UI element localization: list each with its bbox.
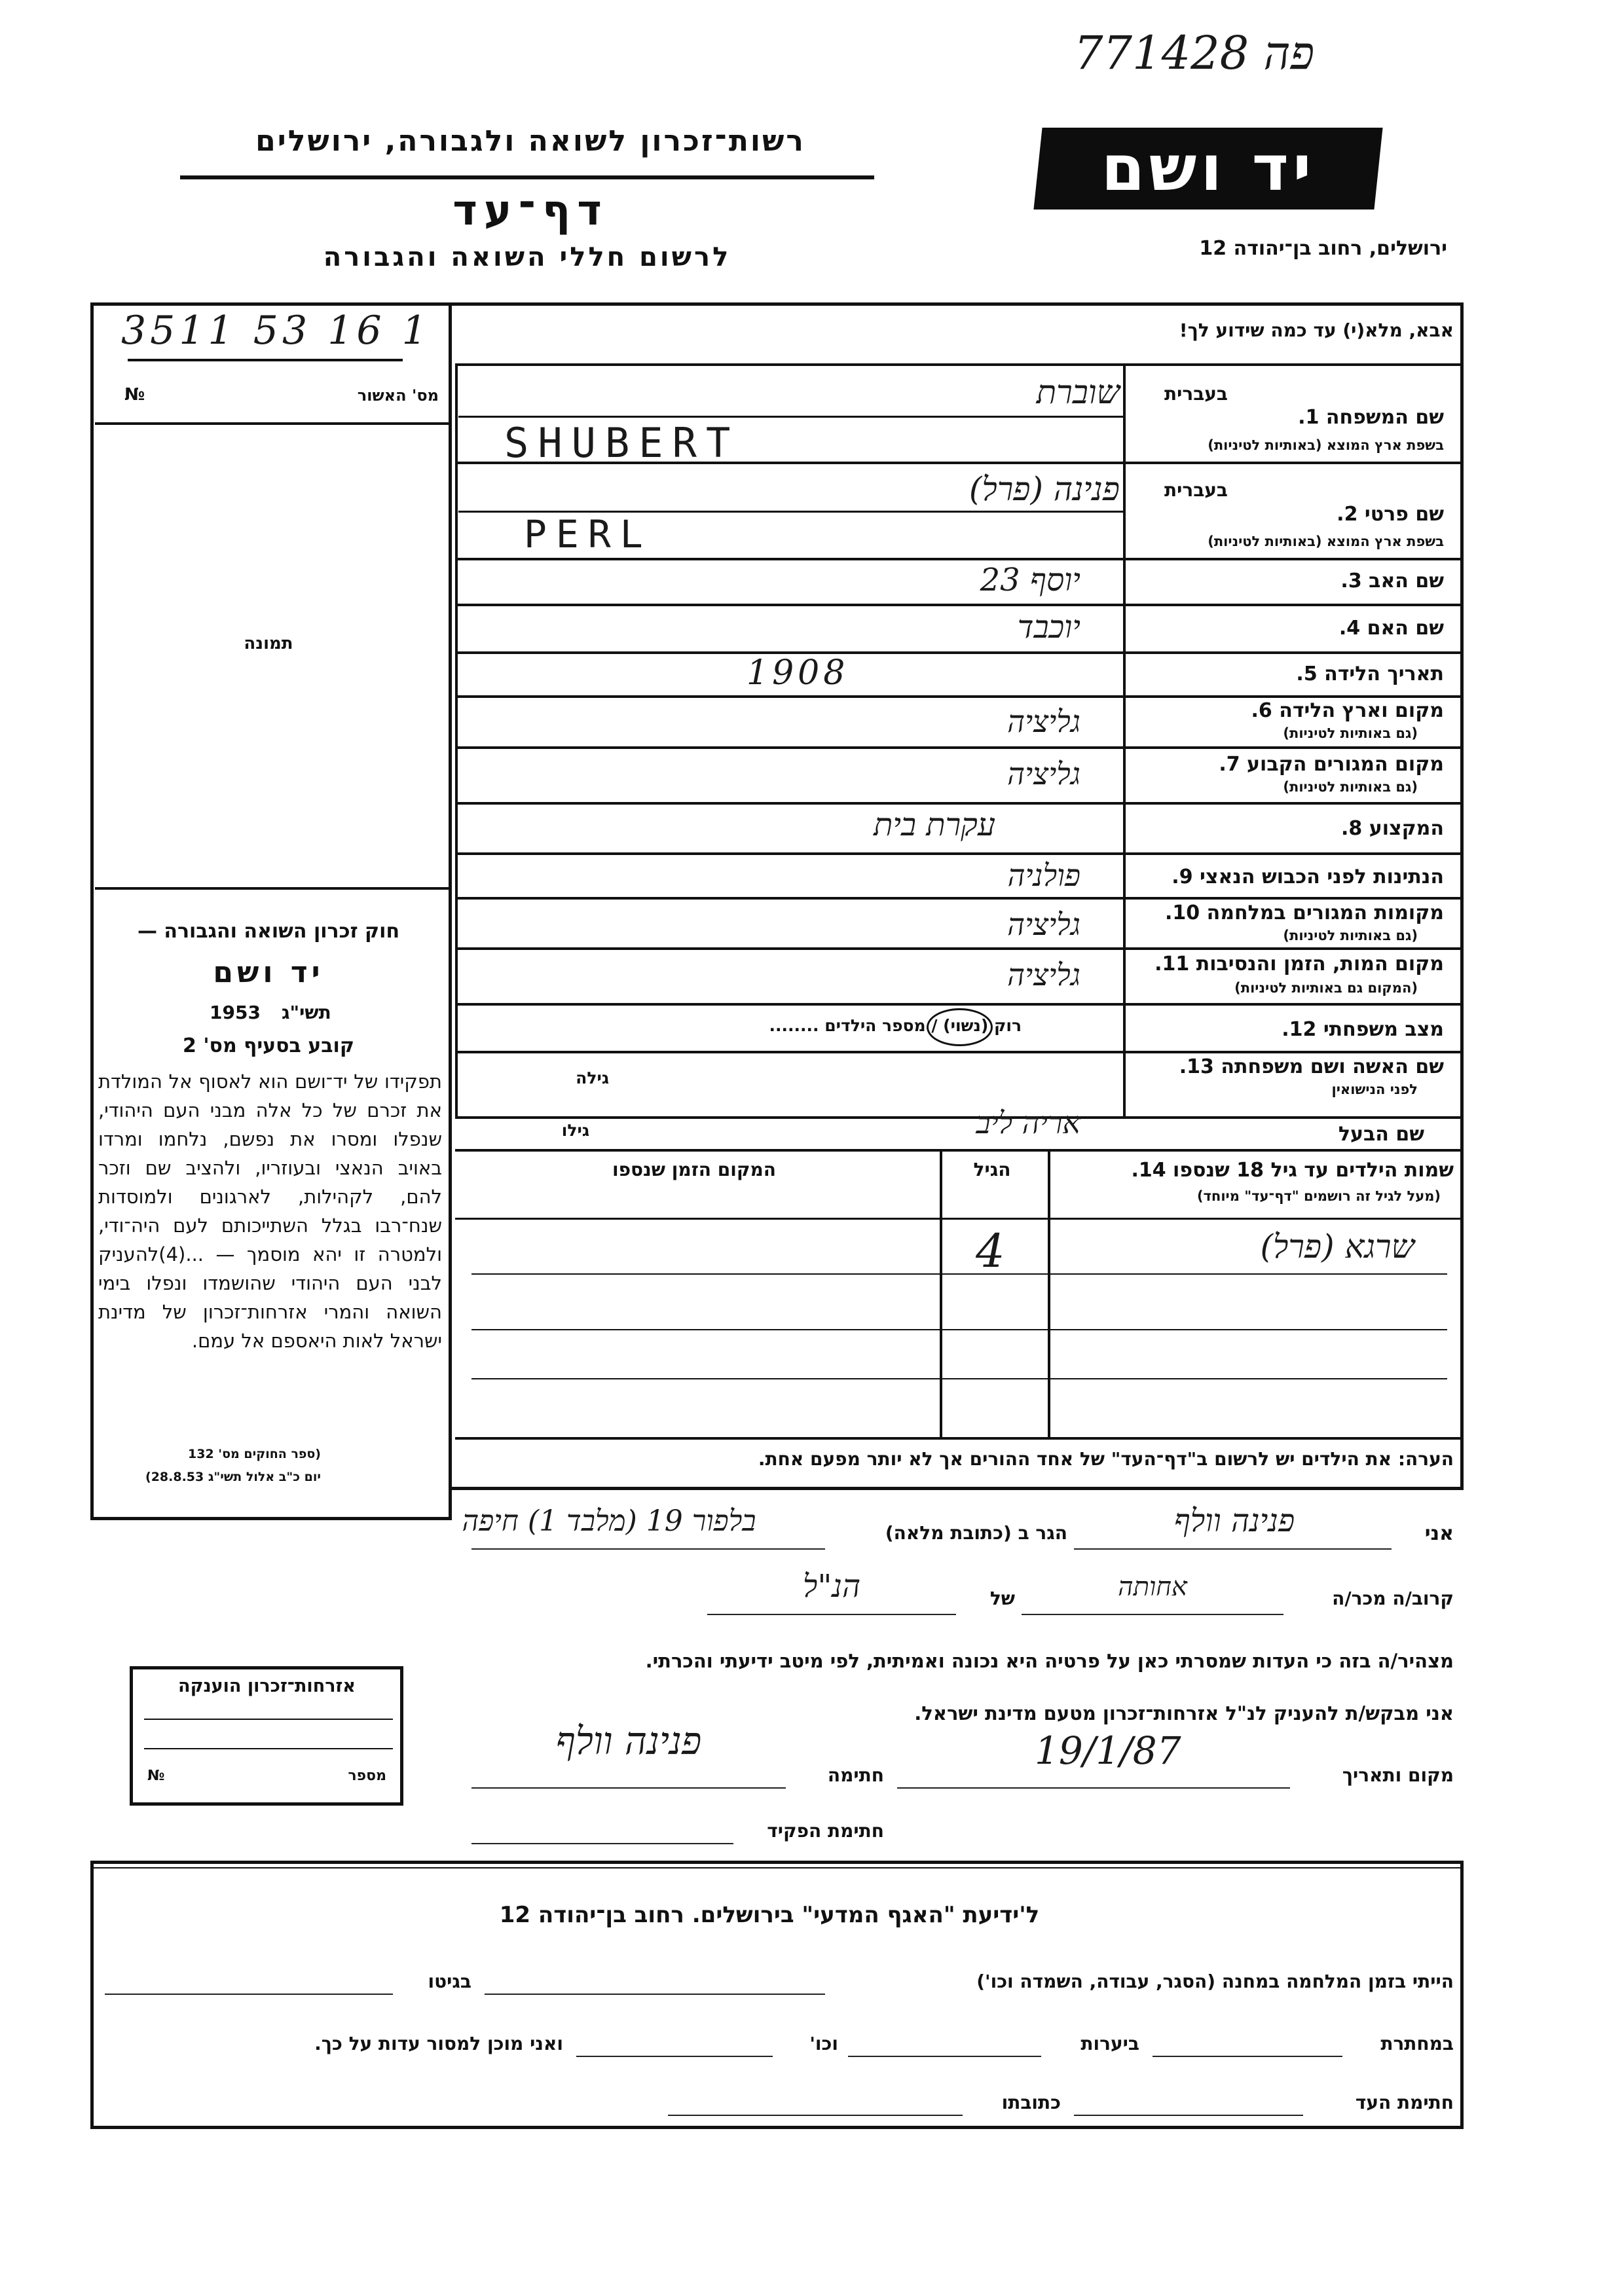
- row-sep: [455, 695, 1460, 698]
- children-row-line: [471, 1378, 1447, 1379]
- form-title: דף־עד: [452, 187, 608, 235]
- relation-value: אחותה: [1118, 1572, 1187, 1602]
- footer-box: [90, 1861, 1464, 2129]
- field-7-sub: (גם באותיות לטיניות): [1283, 779, 1418, 795]
- field-10-value: גליציה: [1007, 907, 1080, 942]
- field-1-latin-value: SHUBERT: [504, 419, 740, 467]
- statement-2: אני מבקש/ת להעניק לנ"ל אזרחות־זכרון מטעם מדינת ישראל.: [914, 1702, 1454, 1724]
- field-13-label: שם האשה ושם משפחתה 13.: [1179, 1055, 1444, 1078]
- logo-text: יד ושם: [1101, 132, 1316, 205]
- field-2-label: שם פרטי 2.: [1337, 503, 1444, 526]
- footer-line1-blank-a: [485, 1994, 825, 1995]
- children-col-place: המקום הזמן שנספו: [612, 1159, 777, 1180]
- place-date-line: [897, 1787, 1290, 1789]
- law-ref-2: יום כ"ב אלול תשי"ג 28.8.53): [145, 1470, 321, 1484]
- field-11-label: מקום המות, הזמן והנסיבות 11.: [1154, 953, 1444, 975]
- footer-line2-c: וכו': [809, 2033, 838, 2054]
- officer-line: [471, 1843, 733, 1844]
- row-sep: [455, 558, 1460, 560]
- field-1-sub: בשפת ארץ המוצא (באותיות לטיניות): [1208, 437, 1444, 453]
- header-underline: [180, 175, 874, 179]
- certificate-title: אזרחות־זכרון הוענקה: [178, 1676, 356, 1696]
- declarant-line: [1074, 1548, 1392, 1550]
- field-6-sub: (גם באותיות לטיניות): [1283, 725, 1418, 741]
- authority-name: רשות־זכרון לשואה ולגבורה, ירושלים: [255, 124, 805, 158]
- footer-title: ל'ידיעת "האגף המדעי" בירושלים. רחוב בן־יהודה 12: [499, 1902, 1040, 1928]
- relation-line: [1022, 1614, 1283, 1615]
- address-value: בלפור 19 (מלבד 1) חיפה: [462, 1504, 756, 1538]
- children-label: שמות הילדים עד גיל 18 שנספו 14.: [1131, 1159, 1454, 1182]
- field-5-value: 1908: [747, 653, 849, 693]
- child-1-name: שרגא (פרל): [1260, 1228, 1414, 1266]
- declarant-label: אני: [1424, 1522, 1454, 1545]
- field-1-label: שם המשפחה 1.: [1298, 406, 1444, 429]
- field-11-sub: (המקום גם באותיות לטיניות): [1234, 980, 1418, 996]
- children-bottom-line: [455, 1437, 1460, 1440]
- husband-line: [455, 1149, 1460, 1152]
- of-value: הנ"ל: [802, 1568, 861, 1605]
- field-6-value: גליציה: [1007, 704, 1080, 739]
- children-header-line: [455, 1218, 1460, 1220]
- children-note: הערה: את הילדים יש לרשום ב"דף־העד" של אחד ההורים אך לא יותר מפעם אחת.: [758, 1448, 1454, 1470]
- law-year: 1953: [210, 1002, 261, 1023]
- field-4-label: שם האם 4.: [1338, 617, 1444, 640]
- signature-line: [471, 1787, 786, 1789]
- row-sep: [455, 947, 1460, 950]
- children-divider-2: [940, 1149, 942, 1437]
- field-3-value: יוסף 23: [980, 562, 1080, 598]
- photo-label: תמונה: [244, 634, 293, 653]
- field-7-value: גליציה: [1007, 756, 1080, 792]
- photo-bottom-line: [95, 887, 449, 890]
- row-sep: [455, 746, 1460, 749]
- field-5-label: תאריך הלידה 5.: [1296, 663, 1444, 685]
- field-6-label: מקום וארץ הלידה 6.: [1251, 699, 1444, 722]
- footer-line3-b: כתובתו: [1001, 2092, 1061, 2113]
- officer-label: חתימת הפקיד: [767, 1820, 884, 1842]
- row-sep: [455, 897, 1460, 900]
- record-number-underline: [128, 359, 403, 361]
- field-11-value: גליציה: [1007, 957, 1080, 993]
- address-line: [471, 1548, 825, 1550]
- hebrew-label-2: בעברית: [1164, 479, 1228, 501]
- hebrew-label-1: בעברית: [1164, 383, 1228, 405]
- footer-line3-a: חתימת העד: [1355, 2092, 1454, 2113]
- field-2-hebrew-value: פנינה (פרל): [969, 470, 1120, 508]
- place-date-value: 19/1/87: [1035, 1728, 1181, 1773]
- approval-mark: №: [124, 385, 145, 405]
- field-9-label: הנתינות לפני הכבוש הנאצי 9.: [1172, 866, 1444, 888]
- field-10-label: מקומות המגורים במלחמה 10.: [1165, 902, 1444, 924]
- footer-line2-blank-b: [848, 2056, 1041, 2057]
- field-2-latin-value: PERL: [524, 512, 652, 556]
- law-title: חוק זכרון השואה והגבורה —: [137, 920, 400, 943]
- place-date-label: מקום ותאריך: [1342, 1764, 1454, 1786]
- row-sep: [455, 1051, 1460, 1053]
- field-9-value: פולניה: [1007, 858, 1080, 893]
- address: ירושלים, רחוב בן־יהודה 12: [1199, 237, 1447, 260]
- statement-1: מצהיר/ה בזה כי העדות שמסרתי כאן על פרטיה היא נכונה ואמיתית, לפי מיטב ידיעתי והכרתי.: [645, 1650, 1454, 1672]
- footer-line2-blank-c: [576, 2056, 773, 2057]
- footer-line2-a: במחתרת: [1380, 2033, 1454, 2054]
- row-sep: [455, 651, 1460, 654]
- yad-vashem-logo: [1033, 128, 1382, 210]
- approval-line: [95, 422, 449, 425]
- row-sep: [455, 1003, 1460, 1006]
- field-7-label: מקום המגורים הקבוע 7.: [1219, 753, 1444, 776]
- of-line: [707, 1614, 956, 1615]
- row-inner: [458, 416, 1123, 418]
- address-label: הגר ב (כתובת מלאה): [885, 1522, 1067, 1544]
- children-col-age: הגיל: [973, 1159, 1011, 1180]
- field-13-sub: לפני הנישואין: [1331, 1082, 1418, 1097]
- husband-age-label: גילו: [561, 1121, 589, 1140]
- child-1-age: 4: [976, 1224, 1005, 1278]
- field-12-label: מצב משפחתי 12.: [1282, 1018, 1444, 1041]
- footer-line1-b: בגיטו: [428, 1971, 471, 1992]
- declarant-value: פנינה וולף: [1173, 1503, 1295, 1539]
- law-ref-1: (ספר החוקים מס' 132: [188, 1447, 321, 1461]
- row-sep: [455, 802, 1460, 805]
- children-row-line: [471, 1329, 1447, 1330]
- row-sep: [455, 852, 1460, 855]
- husband-value: אריה ליב: [976, 1105, 1080, 1140]
- certificate-line-2: [144, 1748, 393, 1749]
- footer-line2-d: ואני מוכן למסור עדות על כך.: [314, 2033, 563, 2054]
- field-12-value: רוק (נשוי) / מספר הילדים ........: [769, 1016, 1022, 1035]
- children-row-line: [471, 1273, 1447, 1275]
- footer-line2-b: ביערות: [1080, 2033, 1139, 2054]
- handwritten-file-number: פה 771428: [1074, 26, 1315, 80]
- certificate-line-1: [144, 1719, 393, 1720]
- married-circle: [927, 1008, 993, 1046]
- field-1-hebrew-value: שוברת: [1036, 373, 1120, 411]
- field-8-value: עקרת בית: [874, 807, 995, 843]
- form-subtitle: לרשום חללי השואה והגבורה: [323, 242, 731, 272]
- of-label: של: [989, 1588, 1015, 1609]
- certificate-number-label: מספר: [348, 1768, 386, 1784]
- footer-line2-blank-a: [1153, 2056, 1342, 2057]
- footer-line1-blank-b: [105, 1994, 393, 1995]
- footer-line3-blank-a: [1074, 2115, 1303, 2116]
- field-4-value: יוכבד: [1017, 609, 1080, 646]
- row-sep: [455, 604, 1460, 606]
- law-section: קובע בסעיף מס' 2: [183, 1034, 354, 1057]
- form-intro: אבא, מלא(י) עד כמה שידוע לך!: [1179, 319, 1454, 341]
- field-2-sub: בשפת ארץ המוצא (באותיות לטיניות): [1208, 534, 1444, 549]
- record-number: 3511 53 16 1: [121, 308, 431, 354]
- intro-line: [455, 363, 1460, 366]
- approval-label: מס' האשור: [357, 386, 439, 405]
- law-name: יד ושם: [213, 956, 324, 989]
- children-divider-1: [1048, 1149, 1050, 1437]
- law-text: תפקידו של יד־ושם הוא לאסוף אל המולדת את זכרם של כל אלה מבני העם היהודי, שנפלו ומסרו את נפשם, נלחמו ומרדו באויב הנאצי ובעוזריו, ולהציב שם וזכר להם, לקהילות, לארגונים ולמוסדות שנח־רבו בגלל השתייכותם לעם היה־ודי, ולמטרה זו יהא מוסמך — ...(4)להעניק לבני העם היהודי שהושמדו ונפלו בימי השואה והמרי אזרחות־זכרון של מדינת ישראל לאות היאספם אל עמם.: [98, 1070, 442, 1352]
- signature-value: פנינה וולף: [555, 1719, 702, 1763]
- husband-label: שם הבעל: [1338, 1123, 1424, 1146]
- field-10-sub: (גם באותיות לטיניות): [1283, 928, 1418, 943]
- certificate-number-mark: №: [147, 1768, 165, 1784]
- field-8-label: המקצוע 8.: [1340, 817, 1444, 840]
- relation-label: קרוב/ה מכר/ה: [1332, 1588, 1454, 1609]
- children-sub: (מעל לגיל זה רושמים "דף־עד" מיוחד): [1196, 1188, 1441, 1204]
- field-3-label: שם האב 3.: [1340, 570, 1444, 592]
- wife-age-label: גילה: [576, 1068, 609, 1087]
- law-year-heb: תשי"ג: [282, 1002, 331, 1023]
- footer-line1-a: הייתי בזמן המלחמה במחנה (הסגר, עבודה, השמדה וכו'): [976, 1971, 1454, 1992]
- signature-label: חתימה: [827, 1764, 884, 1786]
- footer-line3-blank-b: [668, 2115, 963, 2116]
